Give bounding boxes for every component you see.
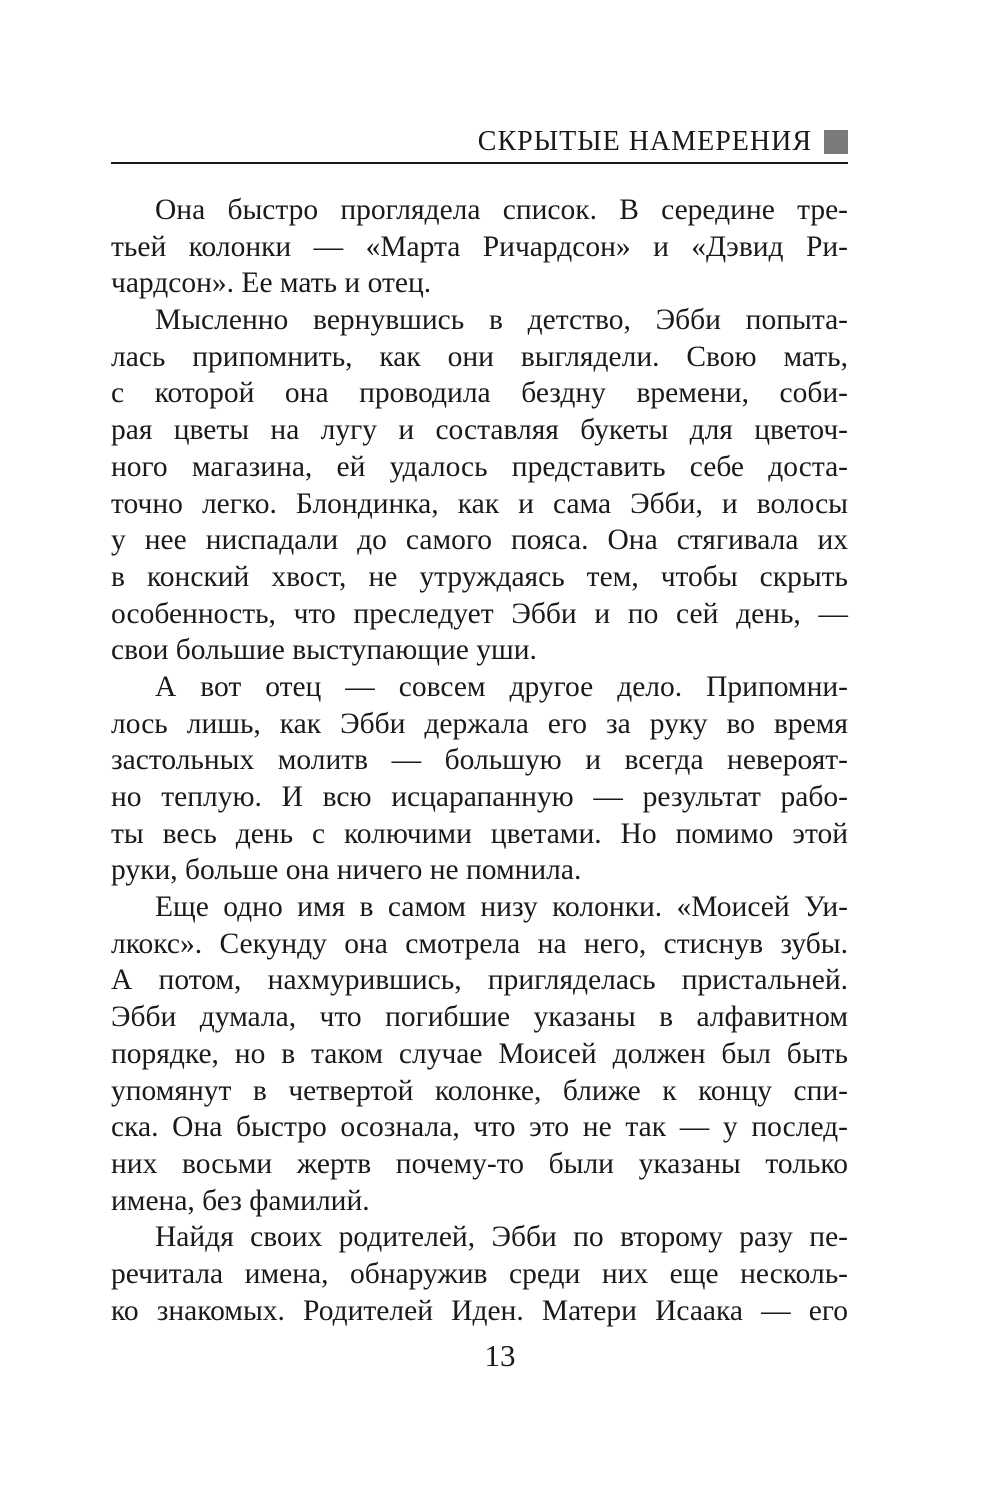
text-line: с которой она проводила бездну времени, соби-	[111, 377, 848, 410]
text-line: свои большие выступающие уши.	[111, 634, 537, 667]
running-head	[111, 124, 848, 164]
body-text	[111, 192, 848, 1329]
text-line: тьей колонки — «Марта Ричардсон» и «Дэвид Ри-	[111, 230, 848, 263]
text-line: ко знакомых. Родителей Иден. Матери Исаака — его	[111, 1294, 848, 1327]
text-line: имена, без фамилий.	[111, 1184, 370, 1217]
text-line: порядке, но в таком случае Моисей должен был быть	[111, 1037, 848, 1070]
text-line: точно легко. Блондинка, как и сама Эбби, и волосы	[111, 487, 848, 520]
text-line: лкокс». Секунду она смотрела на него, стиснув зубы.	[111, 927, 848, 960]
text-line: упомянут в четвертой колонке, ближе к концу спи-	[111, 1074, 848, 1107]
running-head-title: СКРЫТЫЕ НАМЕРЕНИЯ	[477, 126, 812, 157]
gray-square-icon	[824, 130, 848, 154]
text-line: рая цветы на лугу и составляя букеты для цветоч-	[111, 414, 848, 447]
text-line: ты весь день с колючими цветами. Но помимо этой	[111, 817, 848, 850]
text-line: руки, больше она ничего не помнила.	[111, 854, 582, 887]
text-line: А потом, нахмурившись, пригляделась пристальней.	[111, 964, 848, 997]
paragraph-4	[111, 889, 848, 1219]
text-line: речитала имена, обнаружив среди них еще несколь-	[111, 1257, 848, 1290]
paragraph-1	[111, 192, 848, 302]
text-line: чардсон». Ее мать и отец.	[111, 267, 432, 300]
text-line: Мысленно вернувшись в детство, Эбби попыта-	[155, 304, 848, 337]
text-line: А вот отец — совсем другое дело. Припомни-	[155, 670, 848, 703]
text-line: ного магазина, ей удалось представить себе доста-	[111, 450, 848, 483]
text-line: особенность, что преследует Эбби и по сей день, —	[111, 597, 848, 630]
page-number: 13	[484, 1338, 516, 1373]
text-line: в конский хвост, не утруждаясь тем, чтобы скрыть	[111, 560, 848, 593]
paragraph-2	[111, 302, 848, 669]
paragraph-3	[111, 669, 848, 889]
text-line: Найдя своих родителей, Эбби по второму разу пе-	[155, 1221, 848, 1254]
text-line: Эбби думала, что погибшие указаны в алфавитном	[111, 1001, 848, 1034]
paragraph-5	[111, 1219, 848, 1329]
text-line: Еще одно имя в самом низу колонки. «Моисей Уи-	[155, 891, 848, 924]
text-line: Она быстро проглядела список. В середине тре-	[155, 194, 848, 226]
text-line: у нее ниспадали до самого пояса. Она стягивала их	[111, 524, 848, 557]
text-line: ска. Она быстро осознала, что это не так — у послед-	[111, 1111, 848, 1144]
text-line: них восьми жертв почему-то были указаны только	[111, 1147, 848, 1180]
text-line: лась припомнить, как они выглядели. Свою мать,	[111, 340, 848, 373]
text-line: лось лишь, как Эбби держала его за руку во время	[111, 707, 848, 740]
text-line: но теплую. И всю исцарапанную — результат рабо-	[111, 781, 848, 813]
text-line: застольных молитв — большую и всегда невероят-	[111, 744, 848, 777]
